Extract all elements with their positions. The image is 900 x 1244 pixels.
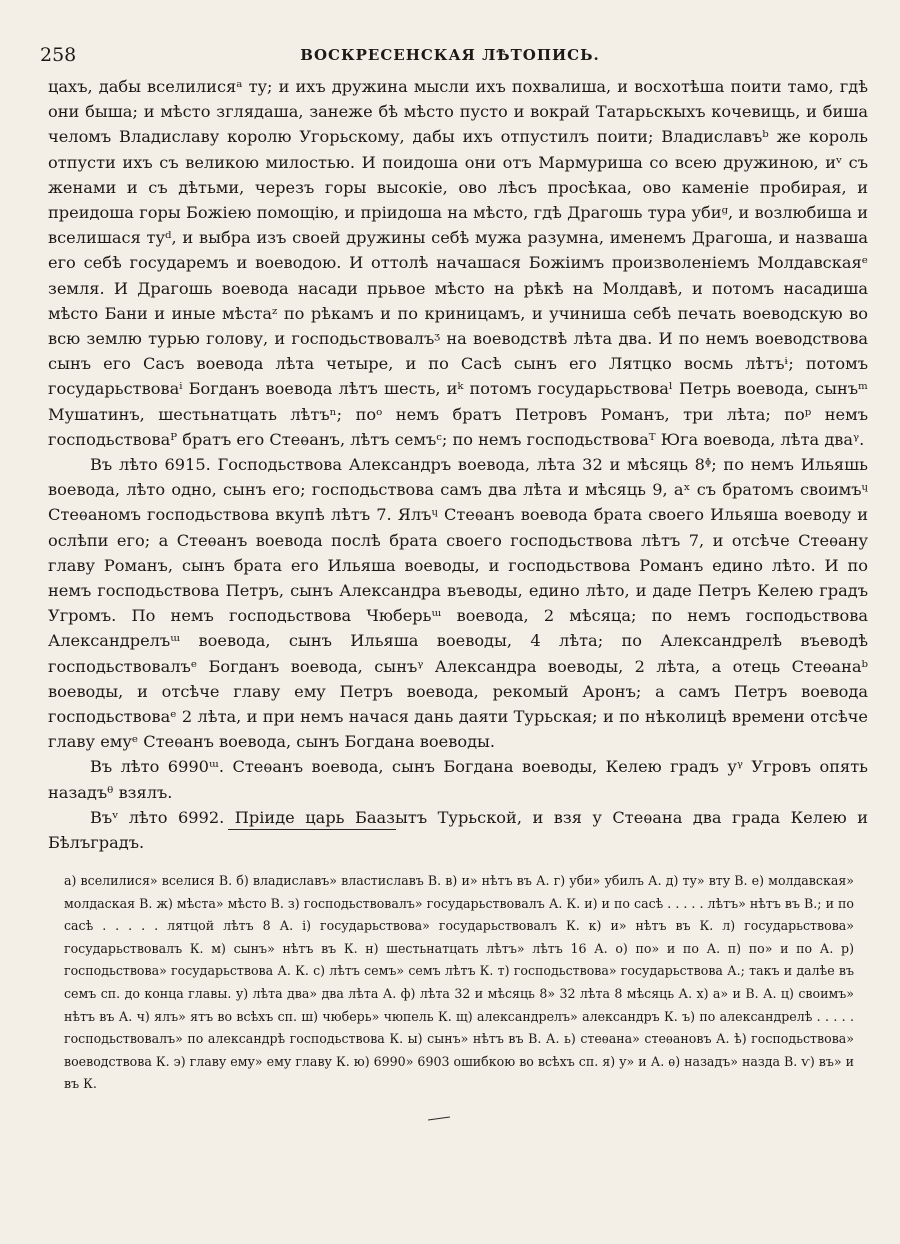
- paragraph-6915: Въ лѣто 6915. Господьствова Александръ воевода, лѣта 32 и мѣсяць 8ᶲ; по немъ Ильяшь воевода, лѣто одно, сынъ его; господьствова самъ два лѣта и мѣсяць 9, аˣ съ братомъ своимъᶣ Стеѳаномъ господьствова вкупѣ лѣтъ 7. Ялъᶣ Стеѳанъ воевода брата своего Ильяша воеводу и ослѣпи его; а Стеѳанъ воевода послѣ брата своего господьствова лѣтъ 7, и отсѣче Стеѳану главу Романъ, сынъ брата его Ильяша воеводы, и господьствова Романъ едино лѣто. И по немъ господьствова Петръ, сынъ Александра въеводы, едино лѣто, и даде Петръ Келею градъ Угромъ. По немъ господьствова Чюберьᵚ воевода, 2 мѣсяца; по немъ господьствова Александрелъᵚ воевода, сынъ Ильяша воеводы, 4 лѣта; по Александрелѣ въеводѣ господьствовалъᵉ Богданъ воевода, сынъᵞ Александра воеводы, 2 лѣта, а отець Стеѳанаᵇ воеводы, и отсѣче главу ему Петръ воевода, рекомый Аронъ; а самъ Петръ воевода господьствоваᵉ 2 лѣта, и при немъ начася дань даяти Турьская; и по нѣколицѣ времени отсѣче главу емуᵉ Стеѳанъ воевода, сынъ Богдана воеводы.: [48, 455, 868, 752]
- footnote-separator: [228, 829, 396, 830]
- footnotes: [64, 870, 854, 1096]
- running-title: ВОСКРЕСЕНСКАЯ ЛѢТОПИСЬ.: [300, 46, 600, 64]
- paragraph-1: цахъ, дабы вселилисяᵃ ту; и ихъ дружина мысли ихъ похвалиша, и восхотѣша поити тамо, гдѣ они быша; и мѣсто зглядаша, занеже бѣ мѣсто пусто и вокрай Татарьскыхъ кочевищь, и биша челомъ Владиславу королю Угорьскому, дабы ихъ отпустилъ поити; Владиславъᵇ же король отпусти ихъ съ великою милостью. И поидоша они отъ Мармуриша со всею дружиною, иᵛ съ женами и съ дѣтьми, черезъ горы высокiе, ово лѣсъ просѣкаа, ово каменiе пробирая, и преидоша горы Божiею помощiю, и прiидоша на мѣсто, гдѣ Драгошь тура убиᵍ, и возлюбиша и вселишася туᵈ, и выбра изъ своей дружины себѣ мужа разумна, именемъ Драгоша, и назваша его себѣ государемъ и воеводою. И оттолѣ начашася Божiимъ произволенiемъ Молдавскаяᵉ земля. И Драгошь воевода насади прьвое мѣсто на рѣкѣ на Молдавѣ, и потомъ насадиша мѣсто Бани и иные мѣстаᶻ по рѣкамъ и по криницамъ, и учиниша себѣ печать воеводскую во всю землю турью голову, и господьствовалъᶾ на воеводствѣ лѣта два. И по немъ воеводствова сынъ его Сасъ воевода лѣта четыре, и по Сасѣ сынъ его Лятцко восмь лѣтъᶤ; потомъ государьствоваⁱ Богданъ воевода лѣтъ шесть, иᵏ потомъ государьствоваˡ Петрь воевода, сынъᵐ Мушатинъ, шестьнатцать лѣтъⁿ; поᵒ немъ братъ Петровъ Романъ, три лѣта; поᵖ немъ господьствоваᴾ братъ его Стеѳанъ, лѣтъ семъᶜ; по немъ господьствоваᵀ Юга воевода, лѣта дваᵞ.: [48, 77, 868, 449]
- footnotes-text: а) вселилися» вселися В. б) владиславъ» властиславъ В. в) и» нѣтъ въ А. г) уби» убилъ А. д) ту» вту В. е) молдавская» молдаская В. ж) мѣста» мѣсто В. з) господьствовалъ» государьствовалъ А. К. и) и по сасѣ . . . . . лѣтъ» нѣтъ въ В.; и по сасѣ . . . . . лятцой лѣтъ 8 А. і) государьствова» государьствовалъ К. к) и» нѣтъ въ К. л) государьствова» государьствовалъ К. м) сынъ» нѣтъ въ К. н) шестьнатцать лѣтъ» лѣтъ 16 А. о) по» и по А. п) по» и по А. р) господьствова» государьствова А. К. с) лѣтъ семъ» семъ лѣтъ К. т) господьствова» государьствова А.; такъ и далѣе въ семъ сп. до конца главы. у) лѣта два» два лѣта А. ф) лѣта 32 и мѣсяць 8» 32 лѣта 8 мѣсяць А. х) а» и В. А. ц) своимъ» нѣтъ въ А. ч) ялъ» ятъ во всѣхъ сп. ш) чюберь» чюпель К. щ) александрелъ» александръ К. ъ) по александрелѣ . . . . . господьствовалъ» по александрѣ господьствова К. ы) сынъ» нѣтъ въ В. А. ь) стеѳана» стеѳановъ А. ѣ) господьствова» воеводствова К. э) главу ему» ему главу К. ю) 6990» 6903 ошибкою во всѣхъ сп. я) у» и А. ѳ) назадъ» назда В. ѵ) въ» и въ К.: [64, 873, 854, 1092]
- page-number: 258: [40, 44, 77, 66]
- page-end-dash: [428, 1116, 450, 1120]
- main-text: [48, 74, 868, 855]
- page-header: [40, 40, 860, 70]
- paragraph-6992: Въᵛ лѣто 6992. Прiиде царь Баазытъ Турьской, и взя у Стеѳана два града Келею и Бѣлъградъ.: [48, 807, 868, 853]
- paragraph-6990: Въ лѣто 6990ᵚ. Стеѳанъ воевода, сынъ Богдана воеводы, Келею градъ уᵞ Угровъ опять назадъᶿ взялъ.: [48, 757, 868, 802]
